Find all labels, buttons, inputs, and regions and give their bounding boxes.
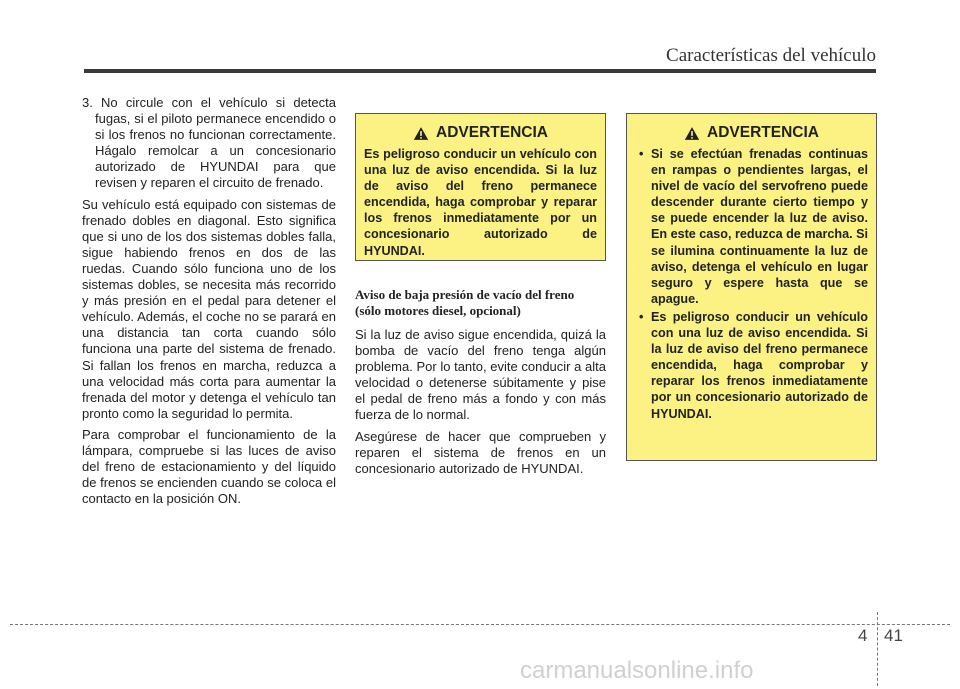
header-rule [84,69,876,73]
lamp-check-paragraph: Para comprobar el funcionamiento de la lámpara, compruebe si las luces de aviso del freno de estacionamiento y del líquido de frenos se encienden cuando se coloca el contacto en la posición ON. [82,426,336,507]
list-item: • Es peligroso conducir un vehículo con una luz de aviso encendida. Si la luz de aviso del freno permanece encendida, haga comprobar y reparar los frenos inmediatamente por un concesionario autorizado de HYUNDAI. [635,309,868,422]
footer-rule [10,624,950,625]
warning-heading [635,124,868,142]
chapter-number: 4 [858,626,868,645]
warning-text: Es peligroso conducir un vehículo con una luz de aviso encendida. Si la luz de aviso del freno permanece encendida, haga comprobar y reparar los frenos inmediatamente por un concesionario autorizado de HYUNDAI. [364,147,597,258]
left-column [82,95,336,512]
warning-heading [364,124,597,142]
warning-box-right [626,113,877,461]
warning-title: ADVERTENCIA [436,124,548,141]
footer-divider [877,612,878,686]
warning-triangle-icon [413,126,429,141]
warning-triangle-icon [684,126,700,141]
dual-brake-paragraph: Su vehículo está equipado con sistemas de frenado dobles en diagonal. Esto significa que si uno de los dos sistemas dobles falla, sigue habiendo frenos en dos de las ruedas. Cuando sólo funciona uno de los sistemas dobles, se necesita más recorrido y más presión en el pedal para detener el vehículo. Además, el coche no se parará en una distancia tan corta cuando sólo funciona una parte del sistema de frenado. Si fallan los frenos en marcha, reduzca a una velocidad más corta para aumentar la frenada del motor y detenga el vehículo tan pronto como la seguridad lo permita. [82,196,336,421]
warning-box-mid [355,113,606,261]
warning-list [635,146,868,422]
subheading-line: Aviso de baja presión de vacío del freno [355,287,575,302]
mid-column [355,261,606,482]
repair-paragraph: Asegúrese de hacer que comprueben y reparen el sistema de frenos en un concesionario autorizado de HYUNDAI. [355,428,606,476]
subheading [355,287,606,319]
subheading-line: (sólo motores diesel, opcional) [355,303,521,318]
page-number: 41 [884,626,903,645]
vacuum-pump-paragraph: Si la luz de aviso sigue encendida, quizá la bomba de vacío del freno tenga algún problema. Por lo tanto, evite conducir a alta velocidad o detenerse súbitamente y pise el pedal de freno más a fondo y con más fuerza de lo normal. [355,327,606,423]
warning-title: ADVERTENCIA [707,124,819,141]
watermark: carmanualsonline.info [520,657,754,684]
list-item: • Si se efectúan frenadas continuas en rampas o pendientes largas, el nivel de vacío del servofreno puede descender durante cierto tiempo y se puede encender la luz de aviso. En este caso, reduzca de marcha. Si se ilumina continuamente la luz de aviso, detenga el vehículo en lugar seguro y espere hasta que se apague. [635,146,868,307]
step-3-paragraph: 3. No circule con el vehículo si detecta fugas, si el piloto permanece encendido o si los frenos no funcionan correctamente. Hágalo remolcar a un concesionario autorizado de HYUNDAI para que revisen y reparen el circuito de frenado. [82,95,336,191]
section-title: Características del vehículo [666,45,876,66]
